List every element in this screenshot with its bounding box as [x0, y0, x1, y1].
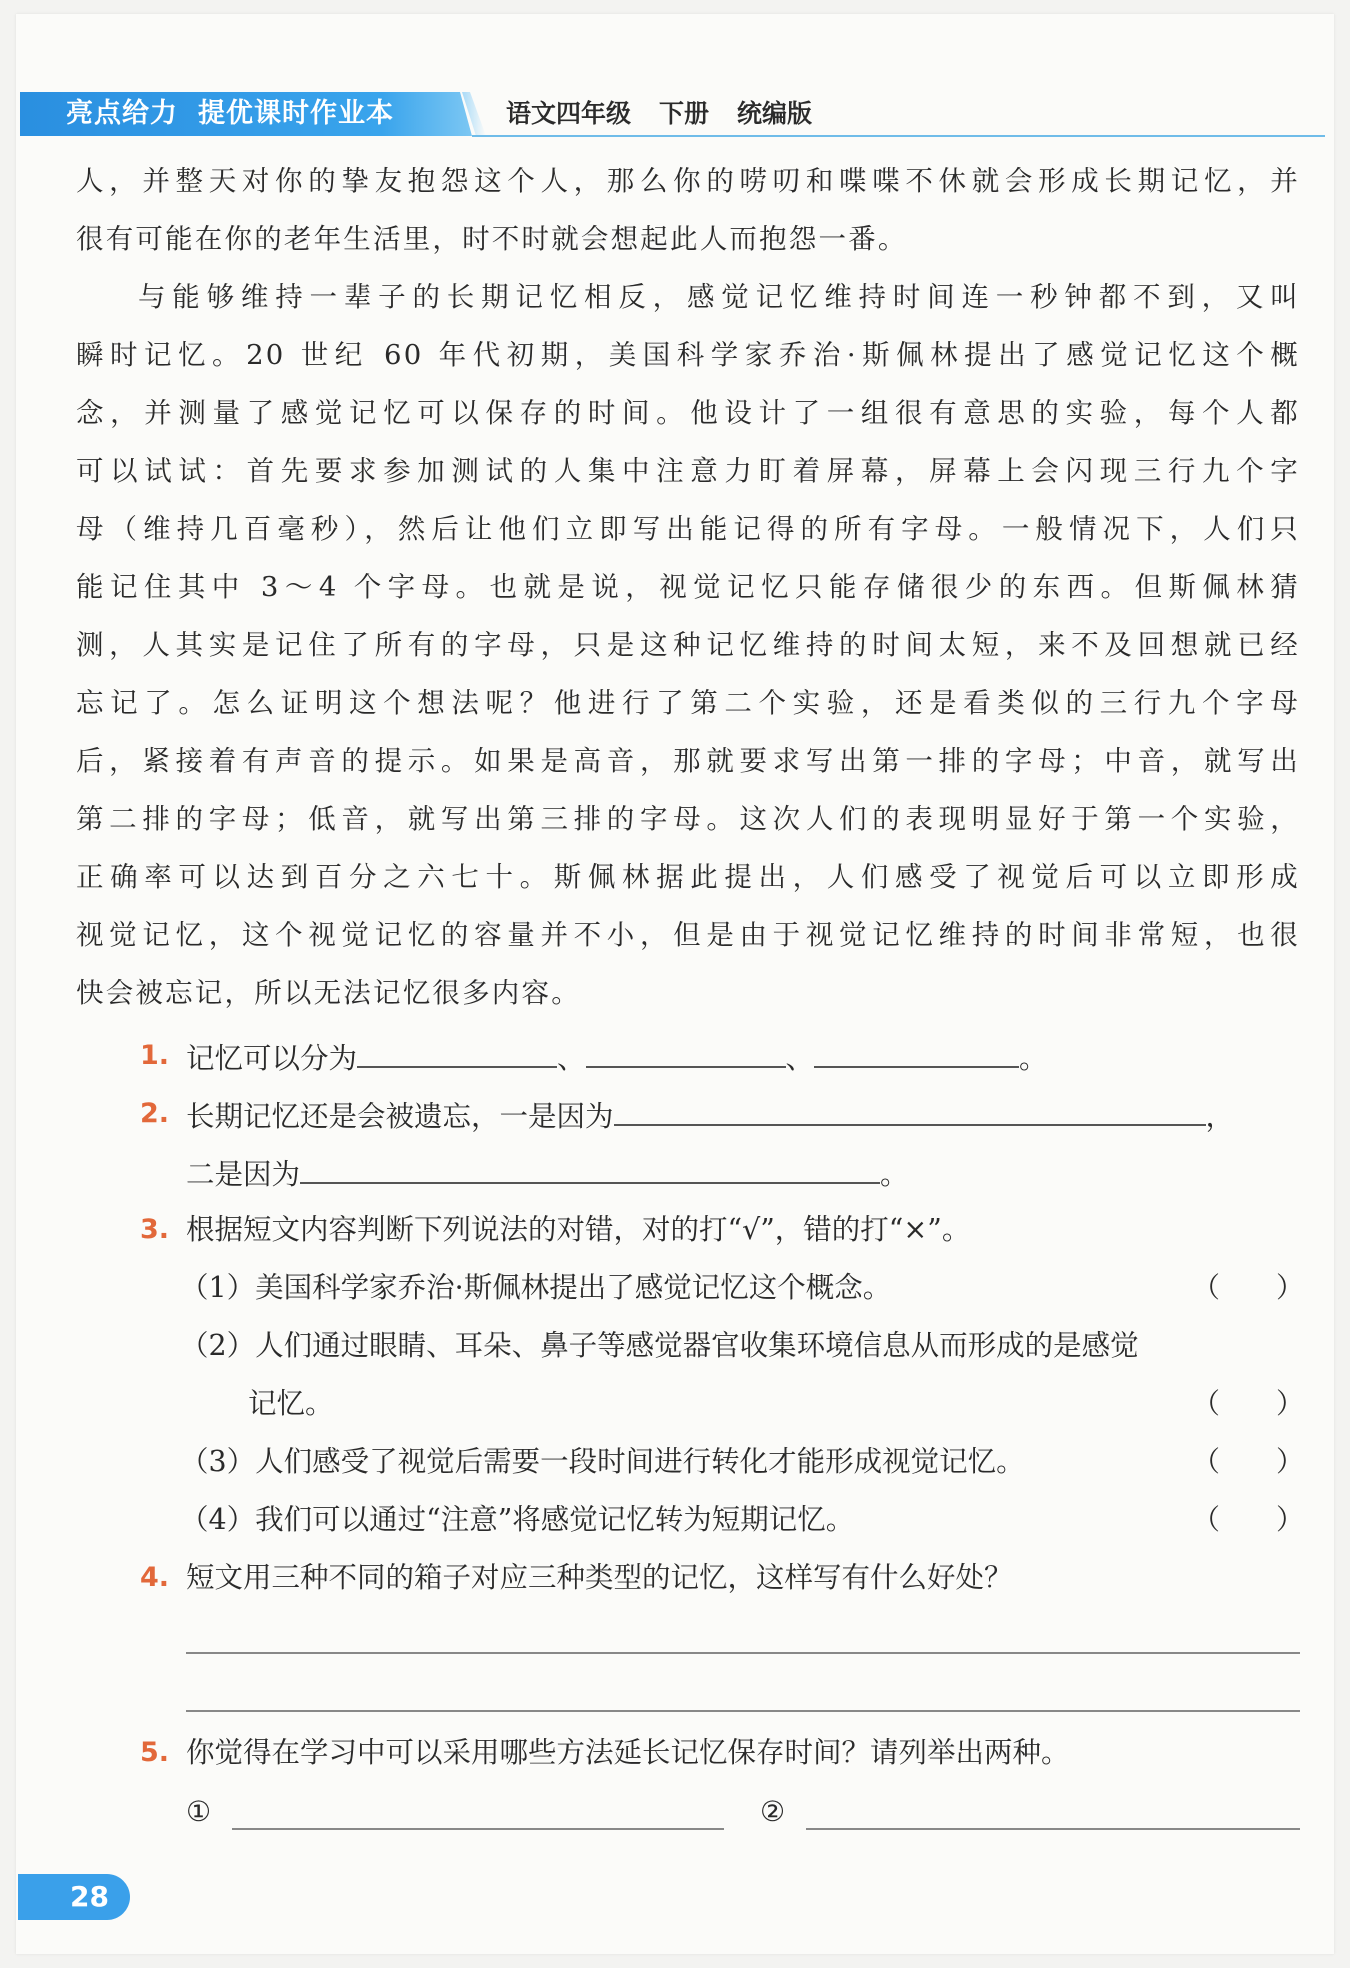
subject-grade: 语文四年级 — [506, 99, 632, 128]
question-2-text-2: 二是因为 — [186, 1158, 301, 1191]
statement-3-text: 人们感受了视觉后需要一段时间进行转化才能形成视觉记忆。 — [255, 1445, 1025, 1478]
answer-blank-2b[interactable] — [300, 1152, 880, 1184]
statement-2-text: 人们通过眼睛、耳朵、鼻子等感觉器官收集环境信息从而形成的是感觉 — [255, 1329, 1139, 1362]
passage-line: 人，并整天对你的挚友抱怨这个人，那么你的唠叨和喋喋不休就会形成长期记忆，并 — [76, 165, 1300, 197]
statement-1-text: 美国科学家乔治·斯佩林提出了感觉记忆这个概念。 — [255, 1271, 892, 1304]
passage-line: 能记住其中 3～4 个字母。也就是说，视觉记忆只能存储很少的东西。但斯佩林猜 — [76, 571, 1300, 603]
statement-1 — [180, 1268, 891, 1308]
brand-subtitle: 提优课时作业本 — [198, 98, 394, 129]
page-header — [20, 92, 1325, 136]
passage-line: 很有可能在你的老年生活里，时不时就会想起此人而抱怨一番。 — [76, 223, 908, 255]
answer-marker-2: ② — [760, 1795, 786, 1828]
question-3-number: 3. — [140, 1214, 170, 1245]
answer-paren-3[interactable]: （ ） — [1192, 1445, 1305, 1478]
answer-line-5b[interactable] — [806, 1828, 1300, 1830]
question-3-text: 根据短文内容判断下列说法的对错，对的打“√”，错的打“×”。 — [186, 1213, 971, 1246]
statement-2-continued: 记忆。 — [248, 1387, 334, 1420]
answer-blank-2a[interactable] — [614, 1094, 1206, 1126]
statement-3-label: （3） — [180, 1445, 256, 1478]
passage-line: 第二排的字母；低音，就写出第三排的字母。这次人们的表现明显好于第一个实验， — [76, 803, 1300, 835]
statement-2-label: （2） — [180, 1329, 256, 1362]
question-1-number: 1. — [140, 1040, 170, 1071]
statement-3 — [180, 1442, 1025, 1482]
header-rule — [472, 135, 1325, 137]
question-1-text: 记忆可以分为 — [186, 1042, 358, 1075]
comma: ， — [1205, 1100, 1235, 1133]
statement-1-label: （1） — [180, 1271, 256, 1304]
passage-line: 视觉记忆，这个视觉记忆的容量并不小，但是由于视觉记忆维持的时间非常短，也很 — [76, 919, 1300, 951]
book-info — [506, 97, 840, 131]
passage-line: 快会被忘记，所以无法记忆很多内容。 — [76, 977, 581, 1009]
answer-blank-1c[interactable] — [814, 1036, 1019, 1068]
question-5-text: 你觉得在学习中可以采用哪些方法延长记忆保存时间？请列举出两种。 — [186, 1736, 1070, 1769]
answer-paren-4[interactable]: （ ） — [1192, 1503, 1305, 1536]
question-2-number: 2. — [140, 1098, 170, 1129]
question-4-number: 4. — [140, 1562, 170, 1593]
answer-paren-1[interactable]: （ ） — [1192, 1271, 1305, 1304]
passage-line: 念，并测量了感觉记忆可以保存的时间。他设计了一组很有意思的实验，每个人都 — [76, 397, 1300, 429]
question-2-text: 长期记忆还是会被遗忘，一是因为 — [186, 1100, 614, 1133]
passage-line: 瞬时记忆。20 世纪 60 年代初期，美国科学家乔治·斯佩林提出了感觉记忆这个概 — [76, 339, 1300, 371]
answer-blank-1b[interactable] — [586, 1036, 786, 1068]
answer-paren-2[interactable]: （ ） — [1192, 1387, 1305, 1420]
answer-line-4a[interactable] — [186, 1652, 1300, 1654]
passage-line: 测，人其实是记住了所有的字母，只是这种记忆维持的时间太短，来不及回想就已经 — [76, 629, 1300, 661]
period: 。 — [1019, 1042, 1048, 1075]
passage-line: 可以试试：首先要求参加测试的人集中注意力盯着屏幕，屏幕上会闪现三行九个字 — [76, 455, 1300, 487]
statement-4-label: （4） — [180, 1503, 256, 1536]
brand-title — [66, 97, 394, 131]
question-1 — [186, 1036, 1048, 1079]
question-5-number: 5. — [140, 1737, 170, 1768]
page-number: 28 — [18, 1874, 130, 1920]
statement-2 — [180, 1326, 1139, 1366]
separator: 、 — [785, 1042, 815, 1075]
statement-4 — [180, 1500, 854, 1540]
brand-name: 亮点给力 — [66, 98, 178, 129]
passage-line: 正确率可以达到百分之六七十。斯佩林据此提出，人们感受了视觉后可以立即形成 — [76, 861, 1300, 893]
answer-marker-1: ① — [186, 1795, 212, 1828]
answer-line-5a[interactable] — [232, 1828, 724, 1830]
question-2 — [186, 1094, 1234, 1137]
statement-4-text: 我们可以通过“注意”将感觉记忆转为短期记忆。 — [255, 1503, 855, 1536]
volume: 下册 — [659, 99, 710, 128]
edition: 统编版 — [737, 99, 813, 128]
passage-line: 忘记了。怎么证明这个想法呢？他进行了第二个实验，还是看类似的三行九个字母 — [76, 687, 1300, 719]
passage-line: 母（维持几百毫秒），然后让他们立即写出能记得的所有字母。一般情况下，人们只 — [76, 513, 1300, 545]
answer-blank-1a[interactable] — [357, 1036, 557, 1068]
period: 。 — [880, 1158, 909, 1191]
separator: 、 — [557, 1042, 586, 1075]
passage-paragraph-1 — [76, 152, 1300, 268]
passage-line: 后，紧接着有声音的提示。如果是高音，那就要求写出第一排的字母；中音，就写出 — [76, 745, 1300, 777]
passage-line: 与能够维持一辈子的长期记忆相反，感觉记忆维持时间连一秒钟都不到，又叫 — [138, 281, 1300, 313]
answer-line-4b[interactable] — [186, 1710, 1300, 1712]
question-4-text: 短文用三种不同的箱子对应三种类型的记忆，这样写有什么好处？ — [186, 1561, 1013, 1594]
question-2-line-2 — [186, 1152, 909, 1195]
passage-paragraph-2 — [76, 268, 1300, 1022]
